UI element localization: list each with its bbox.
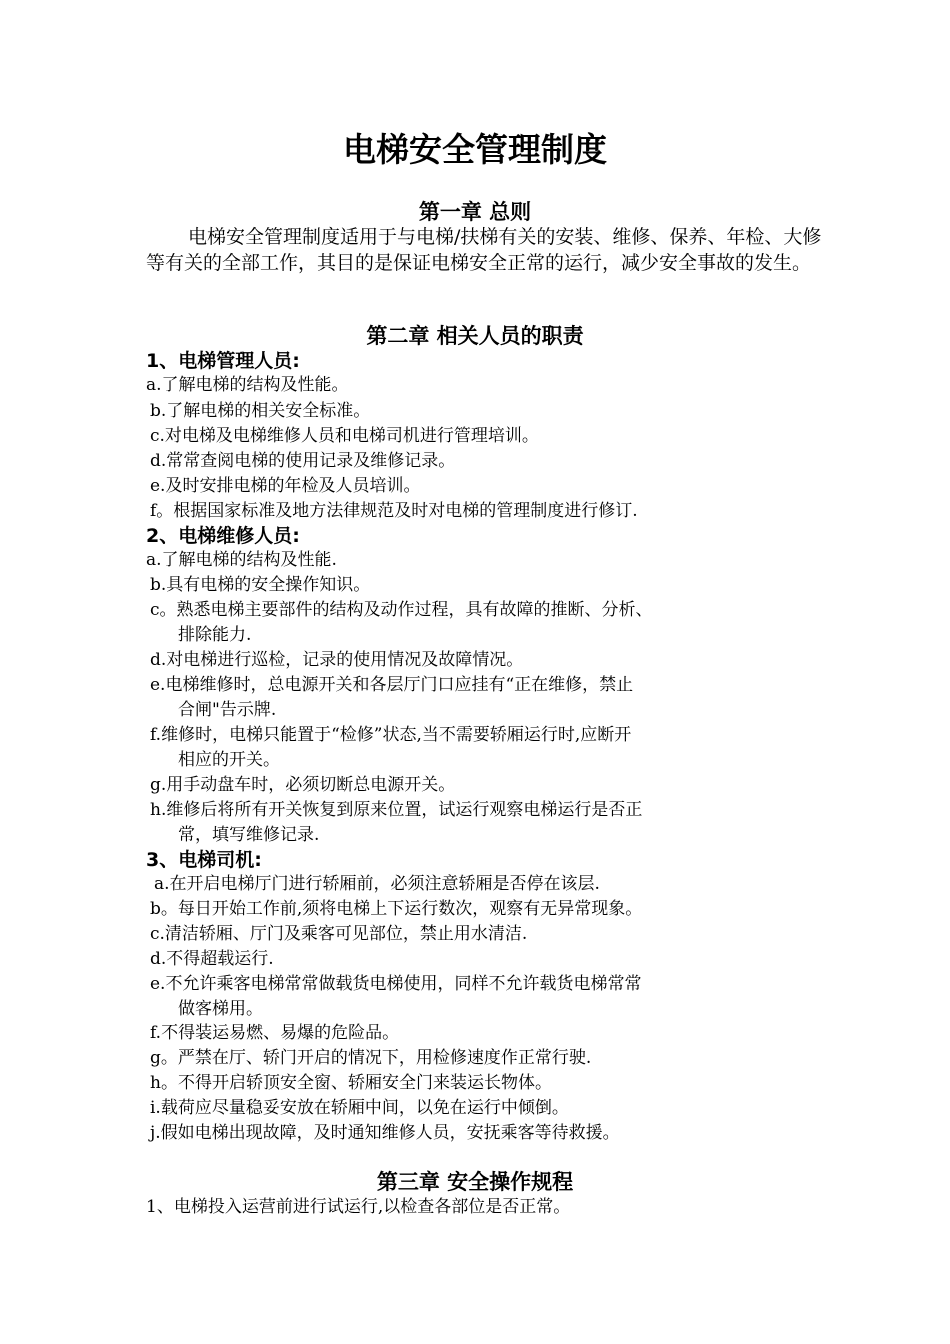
list-item: d.对电梯进行巡检，记录的使用情况及故障情况。 bbox=[150, 650, 524, 670]
list-item bbox=[150, 598, 822, 648]
list-item: b。每日开始工作前,须将电梯上下运行数次，观察有无异常现象。 bbox=[150, 899, 643, 919]
list-item-continuation: 合闸"告示牌. bbox=[178, 700, 277, 720]
list-item bbox=[150, 972, 822, 1022]
section-title-managers: 1、电梯管理人员: bbox=[146, 350, 300, 372]
list-item: f.不得装运易燃、易爆的危险品。 bbox=[150, 1023, 400, 1043]
section-title-maintenance: 2、电梯维修人员: bbox=[146, 525, 300, 547]
chapter-heading-1: 第一章 总则 bbox=[418, 200, 532, 224]
list-item-continuation: 排除能力. bbox=[178, 625, 252, 645]
list-item-line: h.维修后将所有开关恢复到原来位置，试运行观察电梯运行是否正 bbox=[150, 800, 643, 820]
list-item: g。严禁在厅、轿门开启的情况下，用检修速度作正常行驶. bbox=[150, 1048, 592, 1068]
list-item bbox=[150, 673, 822, 723]
chapter-1-paragraph: 电梯安全管理制度适用于与电梯/扶梯有关的安装、维修、保养、年检、大修等有关的全部工作，其目的是保证电梯安全正常的运行，减少安全事故的发生。 bbox=[146, 226, 822, 274]
list-item: c.清洁轿厢、厅门及乘客可见部位，禁止用水清洁. bbox=[150, 924, 528, 944]
section-title-operator: 3、电梯司机: bbox=[146, 849, 262, 871]
document-title: 电梯安全管理制度 bbox=[343, 130, 607, 169]
list-item-line: e.不允许乘客电梯常常做载货电梯使用，同样不允许载货电梯常常 bbox=[150, 974, 642, 994]
chapter-heading-2: 第二章 相关人员的职责 bbox=[366, 324, 584, 348]
list-item-continuation: 常，填写维修记录. bbox=[178, 825, 320, 845]
list-item-continuation: 做客梯用。 bbox=[178, 999, 263, 1019]
list-item: d.不得超载运行. bbox=[150, 949, 274, 969]
list-item: c.对电梯及电梯维修人员和电梯司机进行管理培训。 bbox=[150, 426, 539, 446]
list-item: 1、电梯投入运营前进行试运行,以检查各部位是否正常。 bbox=[146, 1197, 571, 1217]
list-item-line: f.维修时，电梯只能置于“检修”状态,当不需要轿厢运行时,应断开 bbox=[150, 725, 632, 745]
list-item: j.假如电梯出现故障，及时通知维修人员，安抚乘客等待救援。 bbox=[150, 1123, 620, 1143]
list-item: d.常常查阅电梯的使用记录及维修记录。 bbox=[150, 451, 456, 471]
list-item: g.用手动盘车时，必须切断总电源开关。 bbox=[150, 775, 456, 795]
list-item-line: e.电梯维修时，总电源开关和各层厅门口应挂有“正在维修，禁止 bbox=[150, 675, 634, 695]
list-item: h。不得开启轿顶安全窗、轿厢安全门来装运长物体。 bbox=[150, 1073, 552, 1093]
list-item: b.了解电梯的相关安全标准。 bbox=[150, 401, 371, 421]
list-item-continuation: 相应的开关。 bbox=[178, 750, 280, 770]
list-item-line: c。熟悉电梯主要部件的结构及动作过程，具有故障的推断、分析、 bbox=[150, 600, 653, 620]
list-item: b.具有电梯的安全操作知识。 bbox=[150, 575, 371, 595]
chapter-heading-3: 第三章 安全操作规程 bbox=[376, 1170, 574, 1194]
list-item bbox=[150, 798, 822, 848]
list-item: a.了解电梯的结构及性能。 bbox=[146, 375, 349, 395]
list-item: e.及时安排电梯的年检及人员培训。 bbox=[150, 476, 421, 496]
list-item: a.了解电梯的结构及性能. bbox=[146, 550, 337, 570]
list-item: f。根据国家标准及地方法律规范及时对电梯的管理制度进行修订. bbox=[150, 501, 638, 521]
list-item: i.载荷应尽量稳妥安放在轿厢中间，以免在运行中倾倒。 bbox=[150, 1098, 569, 1118]
list-item bbox=[150, 723, 822, 773]
list-item: a.在开启电梯厅门进行轿厢前，必须注意轿厢是否停在该层. bbox=[154, 874, 600, 894]
